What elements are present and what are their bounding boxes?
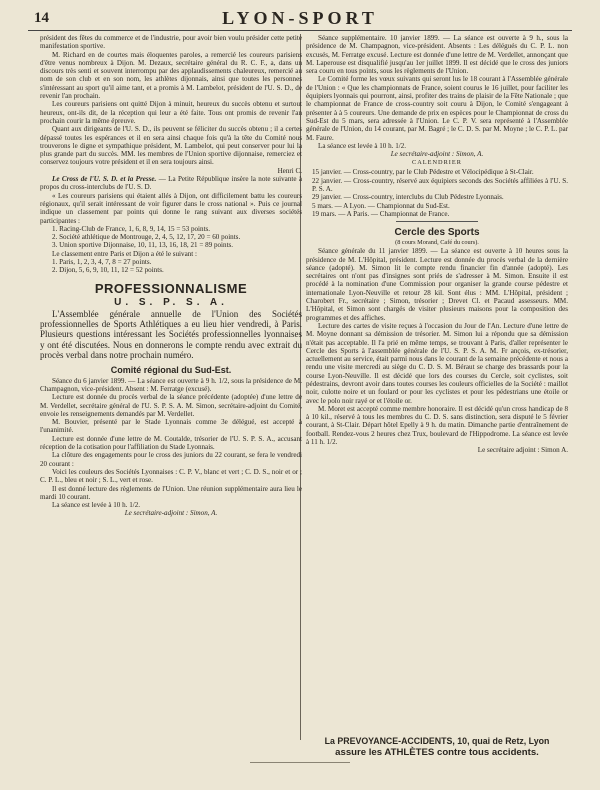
paragraph: La séance est levée à 10 h. 1/2. [318, 141, 407, 150]
paragraph: La séance est levée à 10 h. 1/2. [52, 501, 141, 510]
right-column [306, 34, 568, 455]
banner-line-2: assure les ATHLÈTES contre tous accidents. [335, 747, 539, 758]
paragraph: Séance du 6 janvier 1899. — La séance est ouverte à 9 h. 1/2, sous la présidence de M. Champagnon, vice-président. Absent : M. Ferratge (excusé). [40, 376, 302, 393]
event-item: 5 mars. — A Lyon. — Championnat du Sud-Est. [312, 201, 450, 210]
cross-paragraph [40, 175, 302, 192]
cross-title: Le Cross de l'U. S. D. et la Presse. [52, 175, 157, 184]
section-subheading-uspsa: U. S. P. S. A. [114, 296, 228, 308]
divider [396, 221, 478, 222]
paragraph: Le Comité forme les vœux suivants qui seront lus le 18 courant à l'Assemblée générale de l'Union : « Que les championnats de France, soient courus le 16 juillet, pour faciliter les équipiers lyonnais qui pourront, ainsi, profiter des trains de plaisir de la Fête Nationale ; que le championnat de France de cross-country soit couru à Dijon, le Comité s'engageant à présenter à à 5 coureurs. Une demande de prix en espèces pour le Championnat de cross du Sud-Est du 5 mars, sera adressée à l'Union. Le C. P. V. sera représenté à l'Assemblée générale de l'Union, du 14 courant, par M. Bagré ; le C. D. S. par M. Moyne ; le C. P. L. par M. Faure. [306, 75, 568, 142]
paragraph: M. Bouvier, présenté par le Stade Lyonnais comme 3e délégué, est accepté à l'unanimité. [40, 418, 302, 435]
paragraph: Voici les couleurs des Sociétés Lyonnaises : C. P. V., blanc et vert ; C. D. S., noir et or ; C. P. L., bleu et noir ; S. L., vert et rose. [40, 467, 302, 485]
paris-ranking-item: 1. Paris, 1, 2, 3, 4, 7, 8 = 27 points. [52, 258, 152, 267]
calendar-item: 29 janvier. — Cross-country, interclubs du Club Pédestre Lyonnais. [312, 193, 504, 202]
page-number: 14 [34, 10, 49, 26]
paragraph: La clôture des engagements pour le cross des juniors du 22 courant, se fera le vendredi 20 courant : [40, 451, 302, 468]
comite-heading: Comité régional du Sud-Est. [110, 364, 232, 375]
event-item: 19 mars. — A Paris. — Championnat de France. [312, 209, 450, 218]
paragraph: Il est donné lecture des règlements de l'Union. Une réunion supplémentaire aura lieu le mardi 10 courant. [40, 484, 302, 501]
cercle-heading: Cercle des Sports [394, 227, 480, 239]
page-header [28, 8, 572, 31]
paragraph: M. Moret est accepté comme membre honoraire. Il est décidé qu'un cross handicap de 8 à 10 kil., réservé à tous les membres du C. D. S. sans distinction, sera disputé le 5 février courant, à St-Clair. Départ hôtel Epelly à 9 h. du matin. Dimanche partie d'entraînement de football. Rendez-vous 2 heures chez Trux, boulevard de l'Hippodrome. La séance est levée à 11 h. 1/2. [306, 404, 568, 447]
ranking-item: 1. Racing-Club de France, 1, 6, 8, 9, 14, 15 = 53 points. [52, 224, 211, 233]
paragraph: Les coureurs parisiens ont quitté Dijon à minuit, heureux du succès obtenu et surtout heureux, ont-ils dit, de la réception qui leur a été faite. Tous ont promis de revenir l'an prochain courir la même épreuve. [40, 100, 302, 125]
paragraph: président des fêtes du commerce et de l'industrie, pour avoir bien voulu présider cette petite manifestation sportive. [40, 34, 302, 51]
masthead: LYON-SPORT [222, 8, 378, 28]
ranking-item: 3. Union sportive Dijonnaise, 10, 11, 13, 16, 18, 21 = 89 points. [52, 241, 234, 250]
paragraph: Séance supplémentaire. 10 janvier 1899. — La séance est ouverte à 9 h., sous la présidence de M. Champagnon, vice-président. Absents : Les délégués du C. P. L. non excusés, M. Ferratge excusé. Lecture est donnée d'une lettre de M. Verdellet, annonçant que M. Laperouse est disqualifié jusqu'au 1er juillet 1899. Il est décidé que le cross des juniors sera couru en tous points, sous les règlements de l'Union. [306, 34, 568, 76]
calendar-item: 15 janvier. — Cross-country, par le Club Pédestre et Vélocipédique à St-Clair. [312, 168, 534, 177]
cross-body: — La Petite République insère la note suivante à propos du cross-interclubs de l'U. S. D. [40, 175, 302, 192]
cercle-address: (8 cours Morand, Café du cours). [395, 239, 479, 247]
cross-quote: « Les coureurs parisiens qui étaient allés à Dijon, ont difficilement battu les coureurs régionaux, qu'il serait intéressant de voir figurer dans le cross national ». Puis ce journal indique un classement par points qui donne le rang suivant aux diverses sociétés participantes : [40, 191, 302, 225]
author-signature: Henri C. [277, 166, 302, 175]
paragraph: Séance générale du 11 janvier 1899. — La séance est ouverte à 10 heures sous la présidence de M. L'Hôpital, président. Lecture est donnée du procès verbal de la dernière séance (adopté). M. Simon lit le compte rendu financier fin d'année (adopté). Les secrétaires ont n'ont pas d'insignes sont priés de s'adresser à M. Simon. Ensuite il est procédé à la nomination d'une Commission pour organiser la grande course pédestre et internationale Lyon-Neuville et retour 28 kil. Sont élus : MM. L'Hôpital, président ; Charobert Fr., secrétaire ; Simon, trésorier ; Drevet Cl. et Pacaud assesseurs. MM. L'Hôpital, et Simon sont chargés de visiter plusieurs maisons pour la composition des programmes et des affiches. [306, 247, 568, 322]
paris-ranking-item: 2. Dijon, 5, 6, 9, 10, 11, 12 = 52 points. [52, 266, 164, 275]
left-column [40, 34, 302, 518]
secretaire-signature: Le secrétaire-adjoint : Simon, A. [124, 509, 218, 518]
paragraph: Lecture est donnée d'une lettre de M. Coutalde, trésorier de l'U. S. P. S. A., accusant réception de la cotisation pour l'affiliation du Stade Lyonnais. [40, 434, 302, 452]
prof-lead-paragraph: L'Assemblée générale annuelle de l'Union des Sociétés professionnelles de Sports Athlétiques a eu lieu hier vendredi, à Paris. Plusieurs questions intéressant les Sociétés professionnelles lyonnaises y ont été discutées. Nous en donnerons le compte rendu avec extrait du procès verbal dans notre prochain numéro. [40, 308, 302, 361]
calendar-heading: CALENDRIER [412, 159, 462, 167]
paragraph: M. Richard en de courtes mais éloquentes paroles, a remercié les coureurs parisiens d'être venus nombreux à Dijon. M. Dezaux, secrétaire général du R. C. F., a, dans un discours très senti et souvent interrompu par des applaudissements chaleureux, remercié au nom de son club et en son nom, les athlètes dijonnais, ainsi que toutes les personnes s'intéressant au sport qu'il aime tant, et a promis à M. Lambelot, président de l'U. S. D., de revenir l'an prochain. [40, 50, 302, 101]
calendar-item: 22 janvier. — Cross-country, réservé aux équipiers seconds des Sociétés affiliées à l'U. S. P. S. A. [312, 176, 568, 194]
paragraph: Lecture des cartes de visite reçues à l'occasion du Jour de l'An. Lecture d'une lettre de M. Moyne donnant sa démission de trésorier. M. Simon lui a répondu que sa démission n'était pas acceptable. Il l'a prié en même temps, se trouvant à Paris, d'aller représenter le Cercle des Sports à l'assemblée générale de l'U. S. P. S. A. M. Fr ançois, ex-trésorier, actuellement au service, était parmi nous dans le courant de la semaine précédente et nous a rendu une visite mercredi au siège du C. D. S. M. Béraut se charge des brassards pour la course Lyon-Neuville. Il est décidé que lors des courses du Cercle, soit cyclistes, soit pédestrains, devront avoir dans toutes courses les couleurs officielles de la Société : maillot noir, culotte noire et un foulard or pour les cyclistes et pour les pédestrians une étoile or avec le polo noir rayé or et l'étoile or. [306, 321, 568, 405]
footer-rule [250, 762, 350, 763]
banner-line-1: La PREVOYANCE-ACCIDENTS, 10, quai de Retz, Lyon [324, 736, 550, 746]
advertisement-banner [306, 735, 568, 759]
ranking-item: 2. Société athlétique de Montrouge, 2, 4, 5, 12, 17, 20 = 60 points. [52, 233, 241, 242]
cercle-signature: Le secrétaire adjoint : Simon A. [477, 446, 568, 455]
paris-intro: Le classement entre Paris et Dijon a été le suivant : [52, 249, 197, 258]
paragraph: Quant aux dirigeants de l'U. S. D., ils peuvent se féliciter du succès obtenu ; il a certes dépassé toutes les espérances et il en sera ainsi chaque fois qu'à la tête du Comité nous trouverons le digne et sympathique président, M. Lambelot, qui peut conserver pour lui la plus grande part du succès. MM. les membres de l'Union sportive dijonnaise, remerciez et conservez toujours votre président et il en sera toujours ainsi. [40, 125, 302, 167]
section-heading-professionnalisme: PROFESSIONNALISME [94, 280, 248, 296]
paragraph: Lecture est donnée du procès verbal de la séance précédente (adoptée) d'une lettre de M. Verdellet, secrétaire général de l'U. S. P. S. A. M. Simon, secrétaire-adjoint du Comité, envoie les renseignements demandés par M. Verdellet. [40, 393, 302, 418]
secretaire-signature: Le secrétaire-adjoint : Simon, A. [390, 150, 484, 159]
